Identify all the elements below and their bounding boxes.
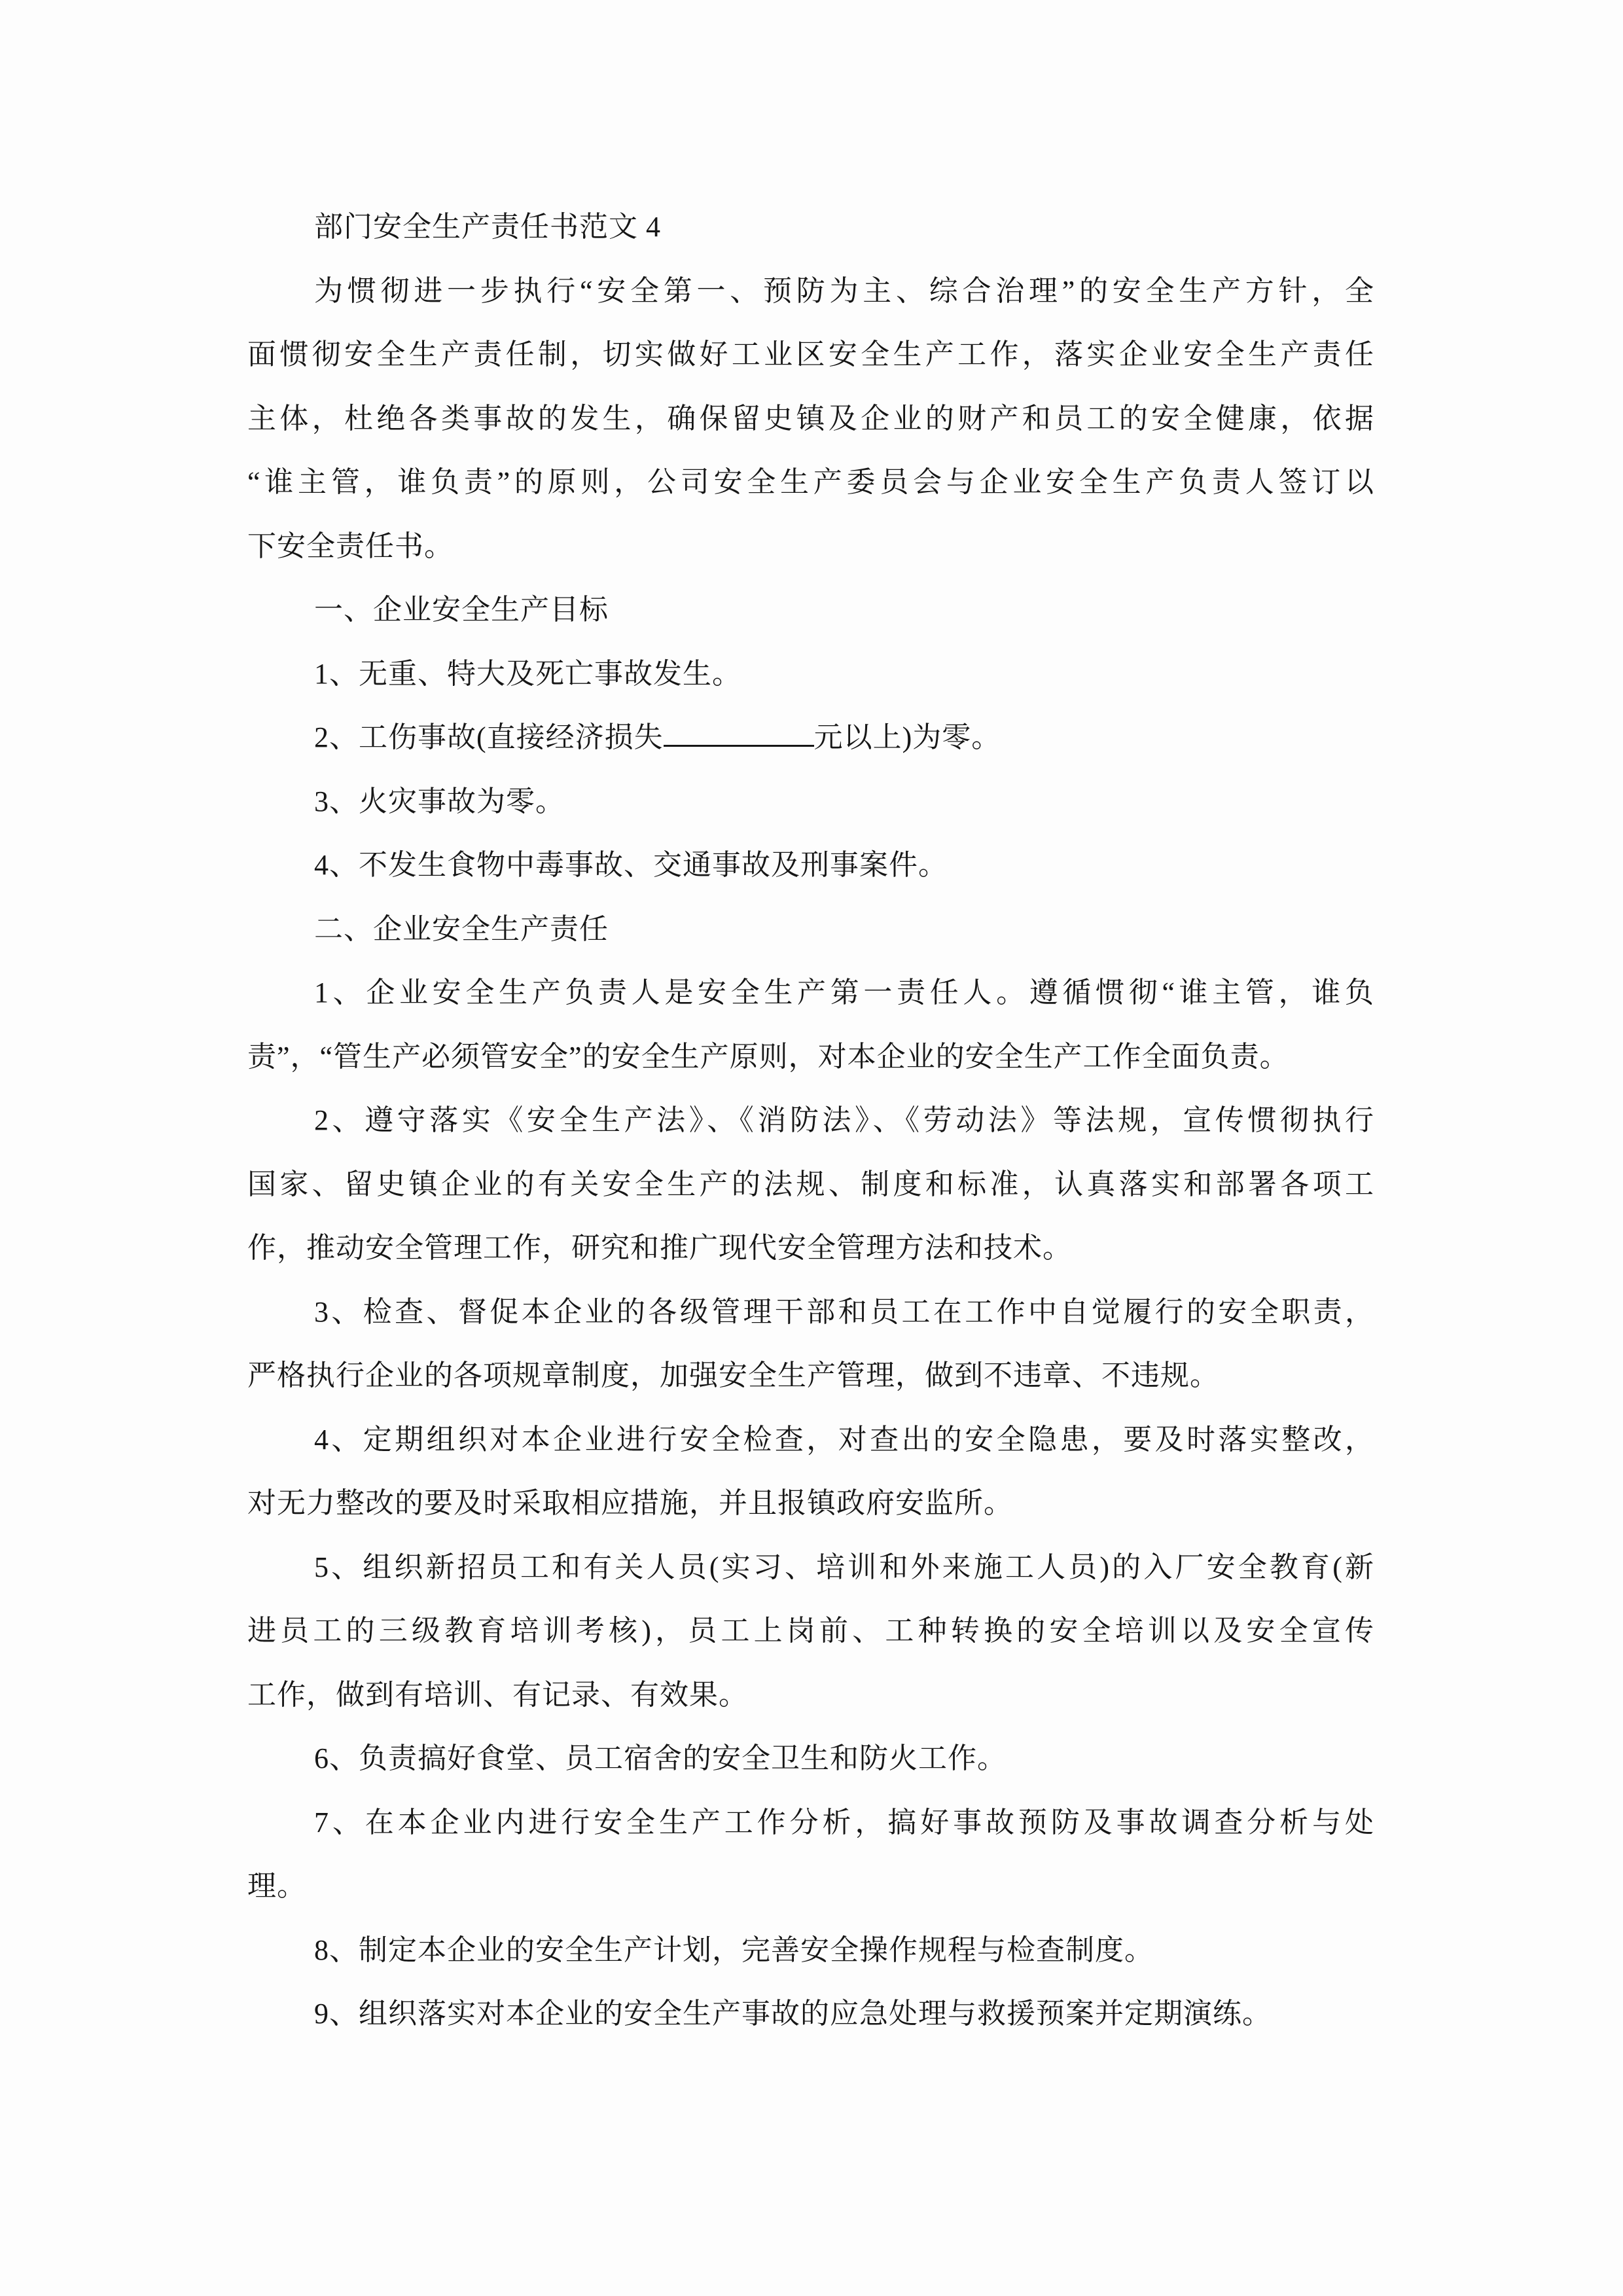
text-line: 部门安全生产责任书范文 4	[314, 211, 661, 243]
text-line: 1、企业安全生产负责人是安全生产第一责任人。遵循惯彻“谁主管，谁负	[314, 977, 1374, 1009]
text-line: 严格执行企业的各项规章制度，加强安全生产管理，做到不违章、不违规。	[247, 1359, 1219, 1391]
text-line: 4、不发生食物中毒事故、交通事故及刑事案件。	[314, 849, 948, 881]
text-block	[247, 195, 1374, 2046]
text-line: 对无力整改的要及时采取相应措施，并且报镇政府安监所。	[247, 1487, 1013, 1519]
text-line: 一、企业安全生产目标	[314, 594, 609, 626]
text-line: 1、无重、特大及死亡事故发生。	[314, 657, 741, 690]
text-line: 工作，做到有培训、有记录、有效果。	[247, 1678, 748, 1711]
text-line: 面惯彻安全生产责任制，切实做好工业区安全生产工作，落实企业安全生产责任	[247, 338, 1374, 370]
text-line: 国家、留史镇企业的有关安全生产的法规、制度和标准，认真落实和部署各项工	[247, 1168, 1374, 1200]
blank-line-pre-text: 2、工伤事故(直接经济损失	[314, 721, 664, 753]
blank-line-post-text: 元以上)为零。	[813, 721, 1001, 753]
text-line: 责”，“管生产必须管安全”的安全生产原则，对本企业的安全生产工作全面负责。	[247, 1040, 1289, 1073]
text-line: 作，推动安全管理工作，研究和推广现代安全管理方法和技术。	[247, 1232, 1072, 1264]
text-line: 2、遵守落实《安全生产法》、《消防法》、《劳动法》等法规，宣传惯彻执行	[314, 1104, 1374, 1136]
text-line: 5、组织新招员工和有关人员(实习、培训和外来施工人员)的入厂安全教育(新	[314, 1551, 1374, 1583]
text-line: 8、制定本企业的安全生产计划，完善安全操作规程与检查制度。	[314, 1933, 1154, 1966]
text-line: 进员工的三级教育培训考核)，员工上岗前、工种转换的安全培训以及安全宣传	[247, 1615, 1374, 1647]
text-line: 9、组织落实对本企业的安全生产事故的应急处理与救援预案并定期演练。	[314, 1998, 1272, 2030]
text-line: “谁主管，谁负责”的原则，公司安全生产委员会与企业安全生产负责人签订以	[247, 466, 1374, 498]
text-line: 4、定期组织对本企业进行安全检查，对查出的安全隐患，要及时落实整改，	[314, 1423, 1374, 1456]
text-line: 理。	[247, 1870, 306, 1902]
text-line	[247, 706, 1374, 770]
text-line: 3、检查、督促本企业的各级管理干部和员工在工作中自觉履行的安全职责，	[314, 1295, 1374, 1328]
text-line: 二、企业安全生产责任	[314, 912, 609, 945]
text-line: 6、负责搞好食堂、员工宿舍的安全卫生和防火工作。	[314, 1742, 1007, 1774]
text-line: 主体，杜绝各类事故的发生，确保留史镇及企业的财产和员工的安全健康，依据	[247, 402, 1374, 435]
text-line: 下安全责任书。	[247, 529, 454, 562]
fill-in-blank-underline	[664, 740, 814, 747]
text-line: 3、火灾事故为零。	[314, 785, 565, 817]
text-line: 为惯彻进一步执行“安全第一、预防为主、综合治理”的安全生产方针，全	[314, 274, 1374, 307]
text-line: 7、在本企业内进行安全生产工作分析，搞好事故预防及事故调查分析与处	[314, 1806, 1374, 1839]
